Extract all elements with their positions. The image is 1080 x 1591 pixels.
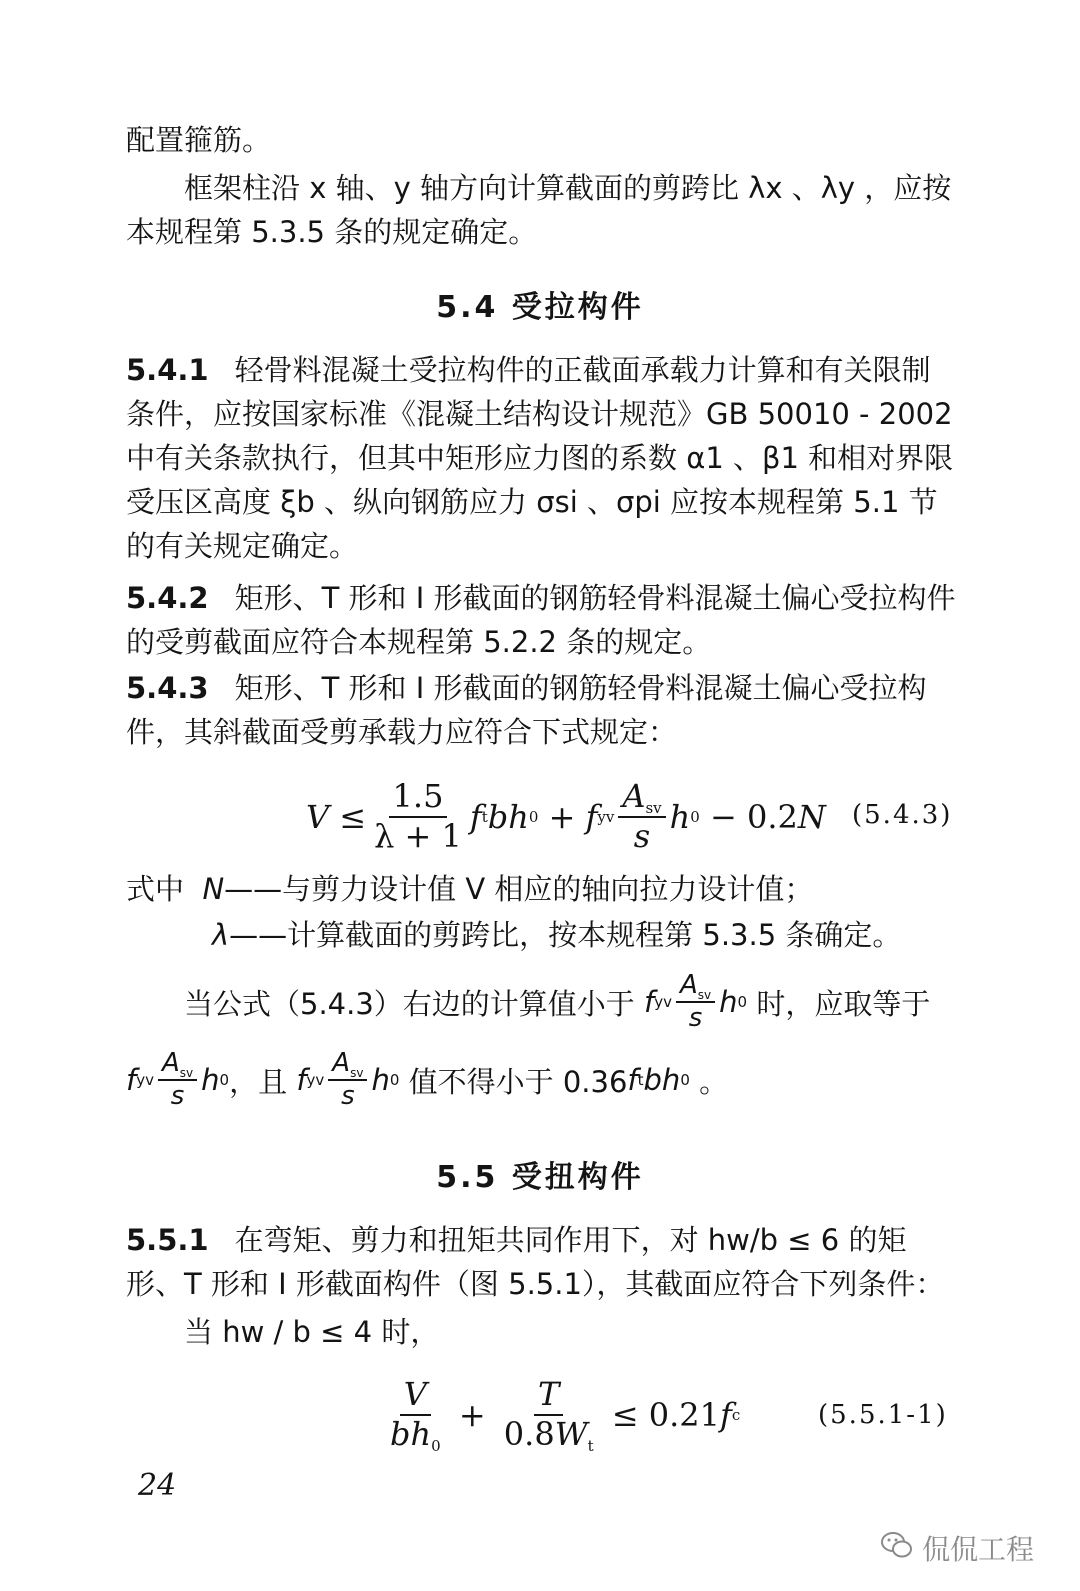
- note-line-1: 当公式（5.4.3）右边的计算值小于 f yv $\frac{A_{sv}}{s}$ h 0 时，应取等于: [184, 970, 931, 1034]
- clause-5-5-1: [126, 1218, 956, 1306]
- clause-text: 在弯矩、剪力和扭矩共同作用下，对 hw/b ≤ 6 的矩形、T 形和 I 形截面构件（图 5.5.1），其截面应符合下列条件：: [126, 1223, 945, 1301]
- note-line-2: f yv $\frac{A_{sv}}{s}$ h 0 ，且 f yv $\frac{A_{sv}}{s}$ h 0 值不得小于 0.36 f t bh 0 。: [126, 1048, 729, 1112]
- clause-number: 5.4.1: [126, 353, 209, 387]
- watermark: [880, 1528, 1034, 1568]
- symbol-definitions: [126, 866, 901, 958]
- condition-line: 当 hw / b ≤ 4 时，: [184, 1315, 440, 1349]
- equation-5-5-1-1: $\frac{V}{bh_0}$ + $\frac{T}{0.8W_t}$ ≤ 0.21 f c: [390, 1375, 741, 1455]
- wechat-icon: [880, 1530, 914, 1567]
- equation-5-4-3: V ≤ $\frac{1.5}{\lambda + 1}$ f t bh 0 + f yv $\frac{A_{sv}}{s}$ h 0 − 0.2 N: [306, 777, 826, 855]
- equation-number: (5.4.3): [852, 800, 953, 830]
- clause-number: 5.4.2: [126, 581, 209, 615]
- section-heading-5-4: 5.4 受拉构件: [436, 290, 644, 325]
- paragraph-shear-span: 框架柱沿 x 轴、y 轴方向计算截面的剪跨比 λx 、λy ，应按本规程第 5.3.5 条的规定确定。: [126, 171, 952, 249]
- clause-text: 轻骨料混凝土受拉构件的正截面承载力计算和有关限制条件，应按国家标准《混凝土结构设计规范》GB 50010 - 2002 中有关条款执行，但其中矩形应力图的系数 α1 、β1 和相对界限受压区高度 ξb 、纵向钢筋应力 σsi 、σpi 应按本规程第 5.1 节的有关规定确定。: [126, 353, 954, 563]
- definition-lambda: [126, 912, 901, 958]
- clause-5-4-1: [126, 348, 956, 568]
- clause-number: 5.5.1: [126, 1223, 209, 1257]
- symbol: λ: [212, 918, 230, 952]
- equation-number: (5.5.1-1): [818, 1400, 948, 1430]
- definition-text: ——与剪力设计值 V 相应的轴向拉力设计值；: [224, 872, 814, 906]
- definition-text: ——计算截面的剪跨比，按本规程第 5.3.5 条确定。: [229, 918, 902, 952]
- clause-5-4-2: [126, 576, 956, 664]
- text-line-top: 配置箍筋。: [126, 123, 272, 157]
- definition-n: 式中 N——与剪力设计值 V 相应的轴向拉力设计值；: [126, 872, 814, 906]
- clause-number: 5.4.3: [126, 671, 209, 705]
- clause-text: 矩形、T 形和 I 形截面的钢筋轻骨料混凝土偏心受拉构件，其斜截面受剪承载力应符合下式规定：: [126, 671, 927, 749]
- section-heading-5-5: 5.5 受扭构件: [436, 1160, 644, 1195]
- symbol: N: [202, 872, 225, 906]
- watermark-text: 侃侃工程: [922, 1533, 1035, 1566]
- clause-text: 矩形、T 形和 I 形截面的钢筋轻骨料混凝土偏心受拉构件的受剪截面应符合本规程第 5.2.2 条的规定。: [126, 581, 956, 659]
- page-number: 24: [138, 1468, 177, 1503]
- clause-5-4-3: [126, 666, 956, 754]
